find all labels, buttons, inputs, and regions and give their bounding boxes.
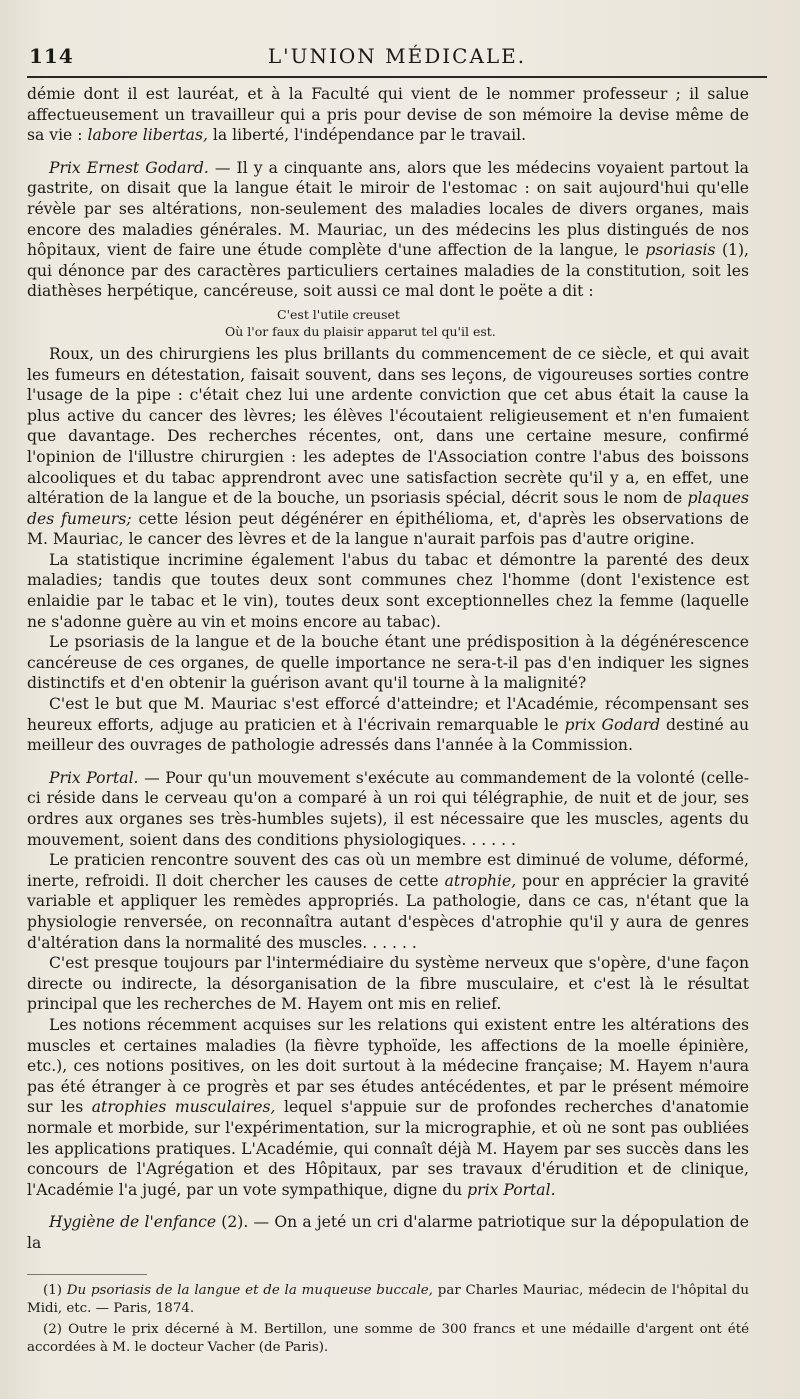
paragraph: Le psoriasis de la langue et de la bouche étant une prédisposition à la dégénérescence cancéreuse de ces organes, de quelle importance ne sera-t-il pas d'en indiquer les signes distinctifs et d'en obtenir la guérison avant qu'il tourne à la malignité?: [27, 633, 749, 693]
section-heading: Hygiène de l'enfance: [49, 1213, 217, 1232]
paragraph: C'est le but que M. Mauriac s'est efforcé d'atteindre; et l'Académie, récompensant ses heureux efforts, adjuge au praticien et à l'écrivain remarquable le prix Godard destiné au meilleur des ouvrages de pathologie adressés dans l'année à la Commission.: [27, 695, 749, 755]
paragraph: La statistique incrimine également l'abus du tabac et démontre la parenté des deux maladies; tandis que toutes deux sont communes chez l'homme (dont l'existence est enlaidie par le tabac et le vin), toutes deux sont exceptionnelles chez la femme (laquelle ne s'adonne guère au vin et moins encore au tabac).: [27, 550, 749, 631]
header-rule: [27, 76, 767, 78]
running-title: L'UNION MÉDICALE.: [267, 44, 527, 68]
motto: labore libertas,: [87, 126, 208, 145]
page-number: 114: [29, 44, 74, 68]
paragraph-hygiene-enfance: Hygiène de l'enfance (2). — On a jeté un cri d'alarme patriotique sur la dépopulation de la: [27, 1213, 750, 1252]
paragraph: Les notions récemment acquises sur les relations qui existent entre les altérations des muscles et certaines maladies (la fièvre typhoïde, les affections de la moelle épinière, etc.), ces notions positives, on les doit surtout à la médecine française; M. Hayem n'aura pas été étranger à ce progrès et par ses études antécédentes, et par le présent mémoire sur les atrophies musculaires, lequel s'appuie sur de profondes recherches d'anatomie normale et morbide, sur l'expérimentation, sur la micrographie, et où ne sont pas oubliées les applications pratiques. L'Académie, qui connaît déjà M. Hayem par ses succès dans les concours de l'Agrégation et des Hôpitaux, par ses travaux d'érudition et de clinique, l'Académie l'a jugé, par un vote sympathique, digne du prix Portal.: [27, 1015, 749, 1199]
footnote-rule: [27, 1274, 147, 1275]
section-heading: Prix Ernest Godard.: [49, 158, 209, 177]
verse-line: C'est l'utile creuset: [277, 306, 400, 322]
section-heading: Prix Portal.: [49, 768, 139, 787]
paragraph: Le praticien rencontre souvent des cas où un membre est diminué de volume, déformé, inerte, refroidi. Il doit chercher les causes de cette atrophie, pour en apprécier la gravité variable et appliquer les remèdes appropriés. La pathologie, dans ce cas, n'étant que la physiologie renversée, on reconnaîtra autant d'espèces d'atrophie qu'il y aura de genres d'altération dans la normalité des muscles. . . . . .: [27, 851, 749, 952]
footnotes: [27, 1282, 749, 1360]
paragraph-prix-portal: Prix Portal. — Pour qu'un mouvement s'exécute au commandement de la volonté (celle-ci réside dans le cerveau qu'on a comparé à un roi qui télégraphie, de nuit et de jour, ses ordres aux organes ses très-humbles sujets), il est nécessaire que les muscles, agents du mouvement, soient dans des conditions physiologiques. . . . . .: [27, 768, 749, 849]
paragraph: démie dont il est lauréat, et à la Faculté qui vient de le nommer professeur ; il salue affectueusement un travailleur qui a pris pour devise de son mémoire la devise même de sa vie : labore libertas, la liberté, l'indépendance par le travail.: [27, 85, 749, 145]
page-header: [27, 40, 767, 74]
verse-quote: [27, 306, 749, 340]
verse-line: Où l'or faux du plaisir apparut tel qu'il est.: [225, 323, 496, 339]
footnote: (1) Du psoriasis de la langue et de la muqueuse buccale, par Charles Mauriac, médecin de l'hôpital du Midi, etc. — Paris, 1874.: [27, 1283, 749, 1316]
paragraph: Roux, un des chirurgiens les plus brillants du commencement de ce siècle, et qui avait les fumeurs en détestation, faisait souvent, dans ses leçons, de vigoureuses sorties contre l'usage de la pipe : c'était chez lui une ardente conviction que cet abus était la cause la plus active du cancer des lèvres; les élèves l'écoutaient religieusement et n'en fumaient que davantage. Des recherches récentes, ont, dans une certaine mesure, confirmé l'opinion de l'illustre chirurgien : les adeptes de l'Association contre l'abus des boissons alcooliques et du tabac apprendront avec une satisfaction secrète qu'il y a, en effet, une altération de la langue et de la bouche, un psoriasis spécial, décrit sous le nom de plaques des fumeurs; cette lésion peut dégénérer en épithélioma, et, d'après les observations de M. Mauriac, le cancer des lèvres et de la langue n'aurait parfois pas d'autre origine.: [27, 344, 749, 549]
article-body: [27, 84, 749, 1253]
paragraph-prix-godard: Prix Ernest Godard. — Il y a cinquante ans, alors que les médecins voyaient partout la gastrite, on disait que la langue était le miroir de l'estomac : on sait aujourd'hui qu'elle révèle par ses altérations, non-seulement des maladies locales de divers organes, mais encore des maladies générales. M. Mauriac, un des médecins les plus distingués de nos hôpitaux, vient de faire une étude complète d'une affection de la langue, le psoriasis (1), qui dénonce par des caractères particuliers certaines maladies de la constitution, soit les diathèses herpétique, cancéreuse, soit aussi ce mal dont le poëte a dit :: [27, 158, 749, 301]
paragraph: C'est presque toujours par l'intermédiaire du système nerveux que s'opère, d'une façon directe ou indirecte, la désorganisation de la fibre musculaire, et c'est là le résultat principal que les recherches de M. Hayem ont mis en relief.: [27, 954, 749, 1014]
footnote: (2) Outre le prix décerné à M. Bertillon, une somme de 300 francs et une médaille d'argent ont été accordées à M. le docteur Vacher (de Paris).: [27, 1322, 749, 1355]
